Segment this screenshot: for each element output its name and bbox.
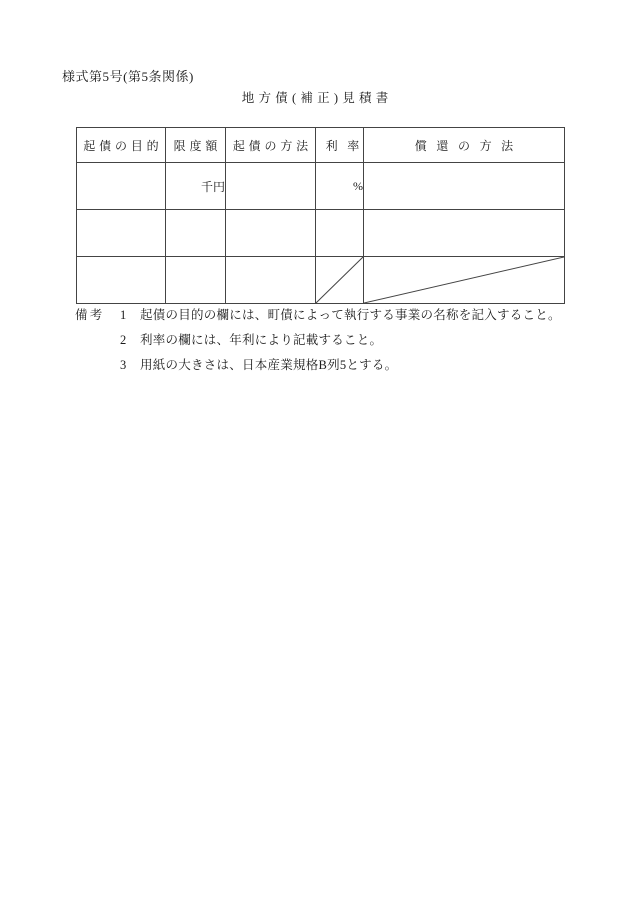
note-number: 2 xyxy=(120,333,127,347)
cell-rate-3-strikethrough xyxy=(316,257,364,304)
col-header-issuance-method: 起債の方法 xyxy=(226,128,316,163)
note-text: 用紙の大きさは、日本産業規格B列5とする。 xyxy=(140,358,398,372)
cell-redemption-method-1 xyxy=(364,163,565,210)
col-header-redemption-method: 償還の方法 xyxy=(364,128,565,163)
cell-redemption-method-2 xyxy=(364,210,565,257)
note-text: 起債の目的の欄には、町債によって執行する事業の名称を記入すること。 xyxy=(140,308,561,322)
diagonal-line-icon xyxy=(364,257,564,303)
cell-limit-3 xyxy=(166,257,226,304)
note-item-3 xyxy=(120,353,575,378)
cell-limit-2 xyxy=(166,210,226,257)
bond-estimate-table xyxy=(76,127,565,304)
table-header-row xyxy=(77,128,565,163)
cell-purpose-1 xyxy=(77,163,166,210)
cell-issuance-method-2 xyxy=(226,210,316,257)
col-header-purpose: 起債の目的 xyxy=(77,128,166,163)
note-number: 1 xyxy=(120,308,127,322)
table-row-3 xyxy=(77,257,565,304)
cell-purpose-2 xyxy=(77,210,166,257)
cell-limit-unit: 千円 xyxy=(166,163,226,210)
col-header-limit-amount: 限度額 xyxy=(166,128,226,163)
cell-issuance-method-1 xyxy=(226,163,316,210)
notes-items xyxy=(120,303,575,378)
table-row-2 xyxy=(77,210,565,257)
form-number-label: 様式第5号(第5条関係) xyxy=(62,69,194,84)
document-title: 地方債(補正)見積書 xyxy=(241,91,393,105)
cell-rate-2 xyxy=(316,210,364,257)
note-item-1 xyxy=(120,303,575,328)
notes-section xyxy=(75,303,575,378)
col-header-interest-rate: 利率 xyxy=(316,128,364,163)
cell-rate-unit: % xyxy=(316,163,364,210)
cell-purpose-3 xyxy=(77,257,166,304)
note-number: 3 xyxy=(120,358,127,372)
cell-issuance-method-3 xyxy=(226,257,316,304)
note-item-2 xyxy=(120,328,575,353)
cell-redemption-3-strikethrough xyxy=(364,257,565,304)
note-text: 利率の欄には、年利により記載すること。 xyxy=(140,333,383,347)
diagonal-line-icon xyxy=(316,257,363,303)
table-row-1 xyxy=(77,163,565,210)
notes-label: 備考 xyxy=(75,308,105,322)
